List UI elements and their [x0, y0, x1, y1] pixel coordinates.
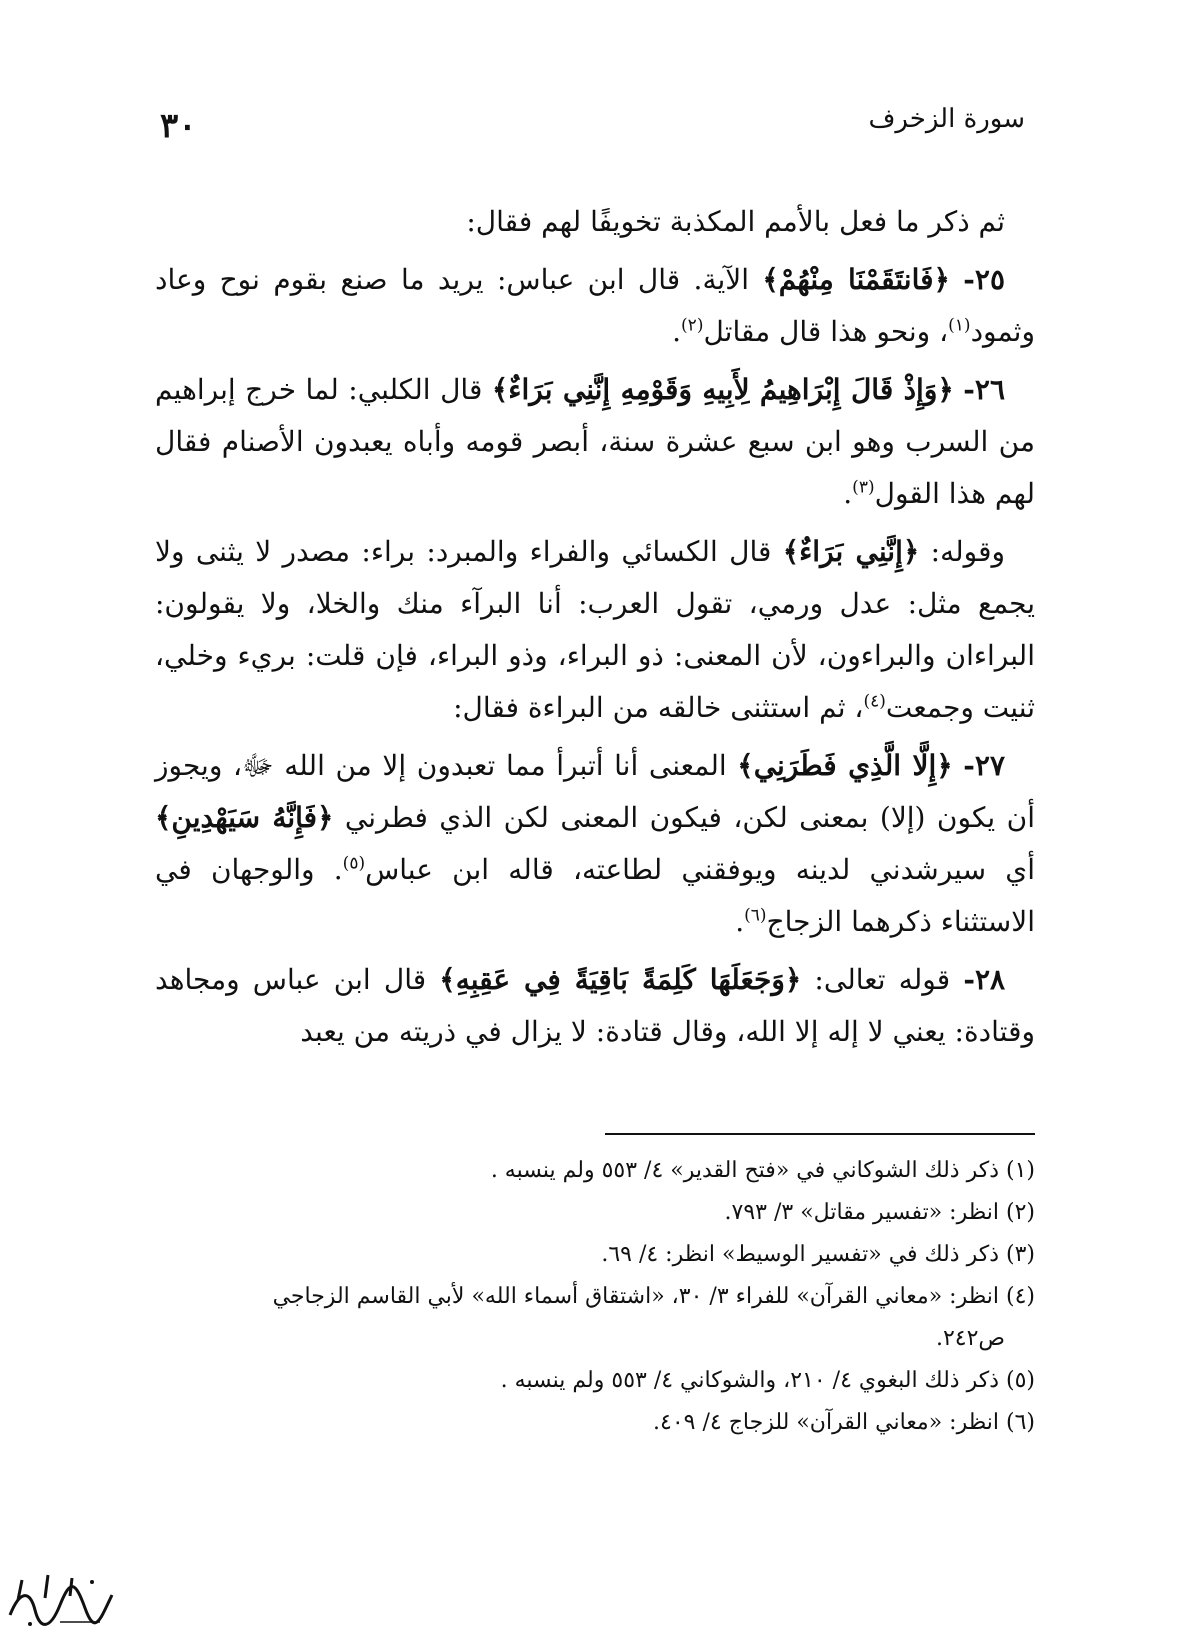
- paragraph-intro: ثم ذكر ما فعل بالأمم المكذبة تخويفًا لهم فقال:: [466, 205, 1005, 238]
- main-text: [155, 196, 1035, 1058]
- paragraph-verse-27: [155, 740, 1035, 948]
- commentary-text: قال ابن عباس ومجاهد وقتادة: يعني لا إله إلا الله، وقال قتادة: لا يزال في ذريته من يعبد: [155, 963, 1035, 1048]
- paragraph-verse-26: [155, 364, 1035, 520]
- running-header: [150, 100, 1035, 148]
- lead-text: وقوله:: [919, 535, 1006, 568]
- footnotes: [155, 1150, 1035, 1444]
- commentary-text: قال الكسائي والفراء والمبرد: براء: مصدر لا يثنى ولا يجمع مثل: عدل ورمي، تقول العرب: أنا البرآء منك والخلا، ولا يقولون: البراءان والبراءون، لأن المعنى: ذو البراء، وذو البراء، فإن قلت: بريء وخلي، ثنيت وجمعت: [155, 535, 1035, 724]
- punctuation: .: [843, 477, 853, 510]
- verse-number: ٢٧-: [963, 749, 1005, 782]
- footnote-ref[interactable]: (٥): [342, 853, 366, 874]
- footnote-divider: [605, 1133, 1035, 1135]
- footnote-ref[interactable]: (٣): [852, 477, 875, 498]
- page-number: ٣٠: [160, 106, 197, 146]
- footnote: (٢) انظر: «تفسير مقاتل» ٣/ ٧٩٣.: [724, 1200, 1035, 1225]
- quran-verse: ﴿إِنَّنِي بَرَاءٌ﴾: [782, 535, 920, 568]
- footnote-ref[interactable]: (٤): [863, 691, 886, 712]
- quran-verse: ﴿فَإِنَّهُ سَيَهْدِينِ﴾: [155, 801, 334, 834]
- footnote-ref[interactable]: (١): [948, 315, 971, 336]
- surah-title: سورة الزخرف: [868, 104, 1025, 134]
- commentary-text: . والوجهان في الاستثناء ذكرهما الزجاج: [155, 853, 1035, 938]
- verse-number: ٢٦-: [963, 373, 1005, 406]
- verse-number: ٢٨-: [963, 963, 1006, 996]
- footnote: (٥) ذكر ذلك البغوي ٤/ ٢١٠، والشوكاني ٤/ ٥٥٣ ولم ينسبه .: [500, 1368, 1035, 1393]
- paragraph-verse-25: [155, 254, 1035, 358]
- commentary-text: قال الكلبي: لما خرج إبراهيم من السرب وهو ابن سبع عشرة سنة، أبصر قومه وأباه يعبدون الأصنام فقال لهم هذا القول: [155, 373, 1035, 510]
- footnote: (٣) ذكر ذلك في «تفسير الوسيط» انظر: ٤/ ٦٩.: [601, 1242, 1035, 1267]
- quran-verse: ﴿فَانتَقَمْنَا مِنْهُمْ﴾: [762, 263, 950, 296]
- footnote: (٦) انظر: «معاني القرآن» للزجاج ٤/ ٤٠٩.: [653, 1410, 1035, 1435]
- footnote-ref[interactable]: (٢): [681, 315, 704, 336]
- punctuation: .: [735, 905, 745, 938]
- commentary-text: ، ثم استثنى خالقه من البراءة فقال:: [453, 691, 864, 724]
- paragraph-bara: [155, 526, 1035, 734]
- commentary-text: ، ونحو هذا قال مقاتل: [703, 315, 949, 348]
- lead-text: قوله تعالى:: [801, 963, 964, 996]
- quran-verse: ﴿وَإِذْ قَالَ إِبْرَاهِيمُ لِأَبِيهِ وَقَوْمِهِ إِنَّنِي بَرَاءٌ﴾: [491, 373, 954, 406]
- commentary-text: أي سيرشدني لدينه ويوفقني لطاعته، قاله ابن عباس: [365, 853, 1035, 886]
- library-seal-icon: [0, 1560, 120, 1640]
- quran-verse: ﴿وَجَعَلَهَا كَلِمَةً بَاقِيَةً فِي عَقِبِهِ﴾: [439, 963, 802, 996]
- footnote-ref[interactable]: (٦): [744, 905, 767, 926]
- paragraph-verse-28: [155, 954, 1035, 1058]
- commentary-text: المعنى أنا أتبرأ مما تعبدون إلا من الله ﷻ، ويجوز أن يكون (إلا) بمعنى لكن، فيكون المعنى لكن الذي فطرني: [155, 749, 1035, 834]
- footnote: (١) ذكر ذلك الشوكاني في «فتح القدير» ٤/ ٥٥٣ ولم ينسبه .: [490, 1158, 1035, 1183]
- verse-number: ٢٥-: [963, 263, 1005, 296]
- commentary-text: الآية. قال ابن عباس: يريد ما صنع بقوم نوح وعاد وثمود: [155, 263, 1035, 348]
- footnote: (٤) انظر: «معاني القرآن» للفراء ٣/ ٣٠، «اشتقاق أسماء الله» لأبي القاسم الزجاجي: [272, 1284, 1035, 1309]
- quran-verse: ﴿إِلَّا الَّذِي فَطَرَنِي﴾: [737, 749, 953, 782]
- footnote-continuation: ص٢٤٢.: [935, 1326, 1005, 1351]
- punctuation: .: [672, 315, 682, 348]
